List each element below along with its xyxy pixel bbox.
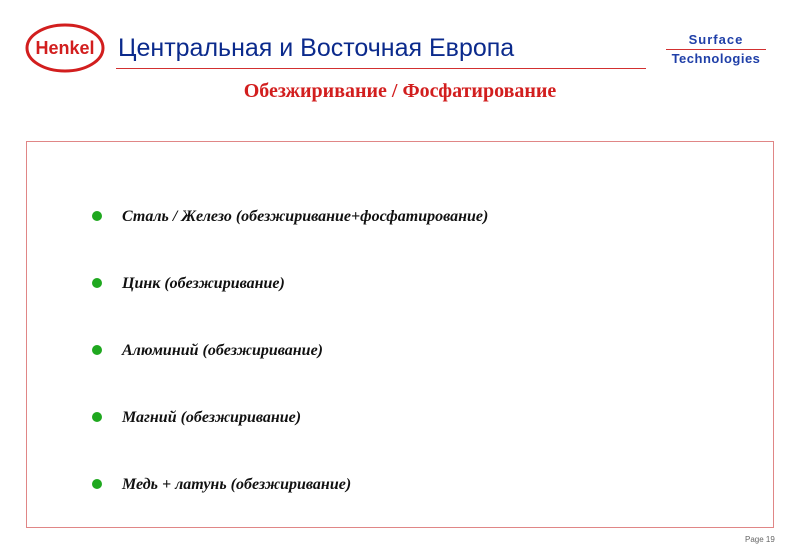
bullet-text: Сталь / Железо (обезжиривание+фосфатирование) [122,208,489,225]
header-divider [116,68,646,69]
bullet-text: Алюминий (обезжиривание) [122,342,324,359]
bullet-dot-icon [92,211,102,221]
surface-technologies-logo [652,32,780,67]
henkel-logo [24,22,106,74]
bullet-text: Цинк (обезжиривание) [122,275,285,292]
brand-line-2: Technologies [671,51,761,66]
region-title: Центральная и Восточная Европа [118,34,515,62]
page-number: Page 19 [745,535,775,544]
bullet-dot-icon [92,278,102,288]
slide-subtitle: Обезжиривание / Фосфатирование [243,80,557,102]
bullet-dot-icon [92,412,102,422]
bullet-text: Магний (обезжиривание) [122,409,302,426]
brand-line-1: Surface [688,32,744,47]
brand-divider [666,49,766,50]
bullet-dot-icon [92,479,102,489]
bullet-text: Медь + латунь (обезжиривание) [122,476,352,493]
bullet-dot-icon [92,345,102,355]
logo-text: Henkel [35,38,95,58]
